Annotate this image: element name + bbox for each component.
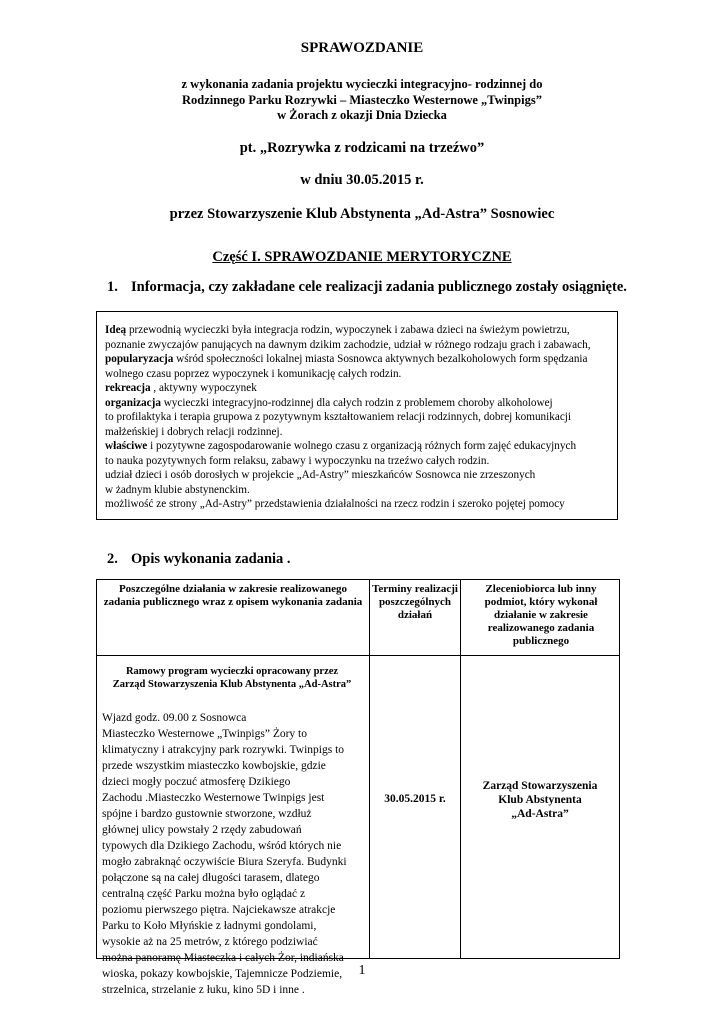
- program-description: [102, 710, 370, 998]
- table-header-contractor: Zleceniobiorca lub inny podmiot, który wykonał działanie w zakresie realizowanego zadania publicznego: [484, 583, 598, 647]
- program-line: Parku to Koło Młyńskie z ładnymi gondolami,: [102, 920, 317, 932]
- text-line: w żadnym klubie abstynenckim.: [105, 483, 250, 496]
- intro-block: [0, 77, 724, 124]
- intro-line: Rodzinnego Parku Rozrywki – Miasteczko Westernowe „Twinpigs”: [182, 92, 542, 107]
- program-title: [100, 665, 364, 691]
- text-line: to nauka pozytywnych form relaksu, zabawy i wypoczynku na trzeźwo całych rodzin.: [105, 454, 490, 467]
- section-2-heading: [107, 551, 291, 568]
- intro-line: w Żorach z okazji Dnia Dziecka: [277, 108, 447, 122]
- text-line: wycieczki integracyjno-rodzinnej dla całych rodzin z problemem choroby alkoholowej: [160, 396, 553, 409]
- keyword: organizacja: [105, 396, 161, 409]
- text-line: wolnego czasu poprzez wypoczynek i komunikację całych rodzin.: [105, 367, 402, 380]
- table-border: [460, 579, 461, 959]
- document-title: SPRAWOZDANIE: [300, 40, 424, 56]
- section-title: Informacja, czy zakładane cele realizacji zadania publicznego zostały osiągnięte.: [131, 279, 627, 295]
- program-line: centralną część Parku można było oglądać z: [102, 888, 306, 900]
- activity-date: 30.05.2015 r.: [384, 793, 446, 805]
- table-border: [96, 579, 620, 580]
- program-line: wysokie aż na 25 metrów, z którego podziwiać: [102, 936, 318, 948]
- event-date: w dniu 30.05.2015 r.: [300, 172, 424, 188]
- text-line: wśród społeczności lokalnej miasta Sosnowca aktywnych bezalkoholowych form spędzania: [173, 353, 588, 365]
- text-line: możliwość ze strony „Ad-Astry” przedstawienia działalności na rzecz rodzin i szeroko pojętej pomocy: [105, 498, 565, 510]
- program-line: strzelnica, strzelanie z łuku, kino 5D i inne .: [102, 984, 305, 996]
- contractor-line: „Ad-Astra”: [511, 808, 569, 820]
- contractor-line: Klub Abstynenta: [498, 794, 582, 806]
- tasks-table: [96, 579, 620, 996]
- program-line: klimatyczny i atrakcyjny park rozrywki. Twinpigs to: [102, 744, 345, 756]
- contractor-cell: [461, 779, 619, 821]
- program-line: połączone są na całej długości tarasem, dlatego: [102, 872, 320, 884]
- section-title: Opis wykonania zadania .: [131, 551, 291, 567]
- table-border: [619, 579, 620, 959]
- event-subtitle: pt. „Rozrywka z rodzicami na trzeźwo”: [239, 140, 485, 156]
- table-header-dates: Terminy realizacji poszczególnych działań: [372, 583, 458, 621]
- program-line: wioska, pokazy kowbojskie, Tajemnicze Podziemie,: [102, 968, 343, 980]
- program-line: typowych dla Dzikiego Zachodu, wśród których nie: [102, 840, 342, 852]
- text-line: poznanie zwyczajów panujących na dawnym dzikim zachodzie, udział w różnego rodzaju grach i zabawach,: [105, 338, 591, 351]
- program-title-line: Ramowy program wycieczki opracowany przez: [125, 666, 339, 677]
- keyword: właściwe: [105, 440, 148, 452]
- text-line: małżeńskiej i dobrych relacji rodzinnej.: [105, 425, 283, 438]
- text-line: udział dzieci i osób dorosłych w projekcie „Ad-Astry” mieszkańców Sosnowca nie zrzeszonych: [105, 469, 536, 481]
- keyword: popularyzacja: [105, 353, 174, 365]
- program-line: Zachodu .Miasteczko Westernowe Twinpigs jest: [102, 792, 325, 804]
- program-line: mogło zabraknąć oczywiście Biura Szeryfa. Budynki: [102, 856, 347, 868]
- program-line: poziomu pierwszego piętra. Najciekawsze atrakcje: [102, 904, 336, 916]
- table-header-activities: Poszczególne działania w zakresie realizowanego zadania publicznego wraz z opisem wykonania zadania: [103, 583, 363, 608]
- text-line: to profilaktyka i terapia grupowa z pozytywnym kształtowaniem relacji rodzinnych, dobrej komunikacji: [105, 411, 572, 423]
- page-number: 1: [358, 963, 366, 978]
- program-line: Miasteczko Westernowe „Twinpigs” Żory to: [102, 728, 308, 740]
- program-title-line: Zarząd Stowarzyszenia Klub Abstynenta „Ad-Astra”: [112, 679, 352, 690]
- intro-line: z wykonania zadania projektu wycieczki integracyjno- rodzinnej do: [181, 77, 543, 91]
- program-line: głównej ulicy powstały 2 rzędy zabudowań: [102, 824, 302, 836]
- section-number: 1.: [107, 279, 118, 295]
- text-line: , aktywny wypoczynek: [150, 382, 257, 394]
- contractor-line: Zarząd Stowarzyszenia: [482, 780, 598, 792]
- program-line: można panoramę Miasteczka i całych Żor, indiańska: [102, 952, 344, 964]
- table-border: [96, 655, 620, 656]
- program-line: spójne i bardzo gustownie stworzone, wzdłuż: [102, 808, 312, 820]
- part-heading: Część I. SPRAWOZDANIE MERYTORYCZNE: [212, 249, 512, 265]
- program-line: dzieci mogły poczuć atmosferę Dzikiego: [102, 776, 291, 788]
- keyword: Ideą: [105, 324, 127, 336]
- goals-text: [105, 323, 611, 512]
- program-line: Wjazd godz. 09.00 z Sosnowca: [102, 712, 247, 724]
- text-line: i pozytywne zagospodarowanie wolnego czasu z organizacją różnych form zajęć edukacyjnych: [147, 440, 577, 452]
- section-number: 2.: [107, 551, 118, 567]
- organizer-line: przez Stowarzyszenie Klub Abstynenta „Ad-Astra” Sosnowiec: [169, 206, 555, 222]
- keyword: rekreacja: [105, 382, 151, 394]
- table-border: [96, 579, 97, 959]
- goals-box: [96, 311, 618, 520]
- section-1-heading: [107, 279, 627, 296]
- text-line: przewodnią wycieczki była integracja rodzin, wypoczynek i zabawa dzieci na świeżym powietrzu,: [126, 324, 570, 336]
- program-line: przede wszystkim miasteczko kowbojskie, gdzie: [102, 760, 326, 772]
